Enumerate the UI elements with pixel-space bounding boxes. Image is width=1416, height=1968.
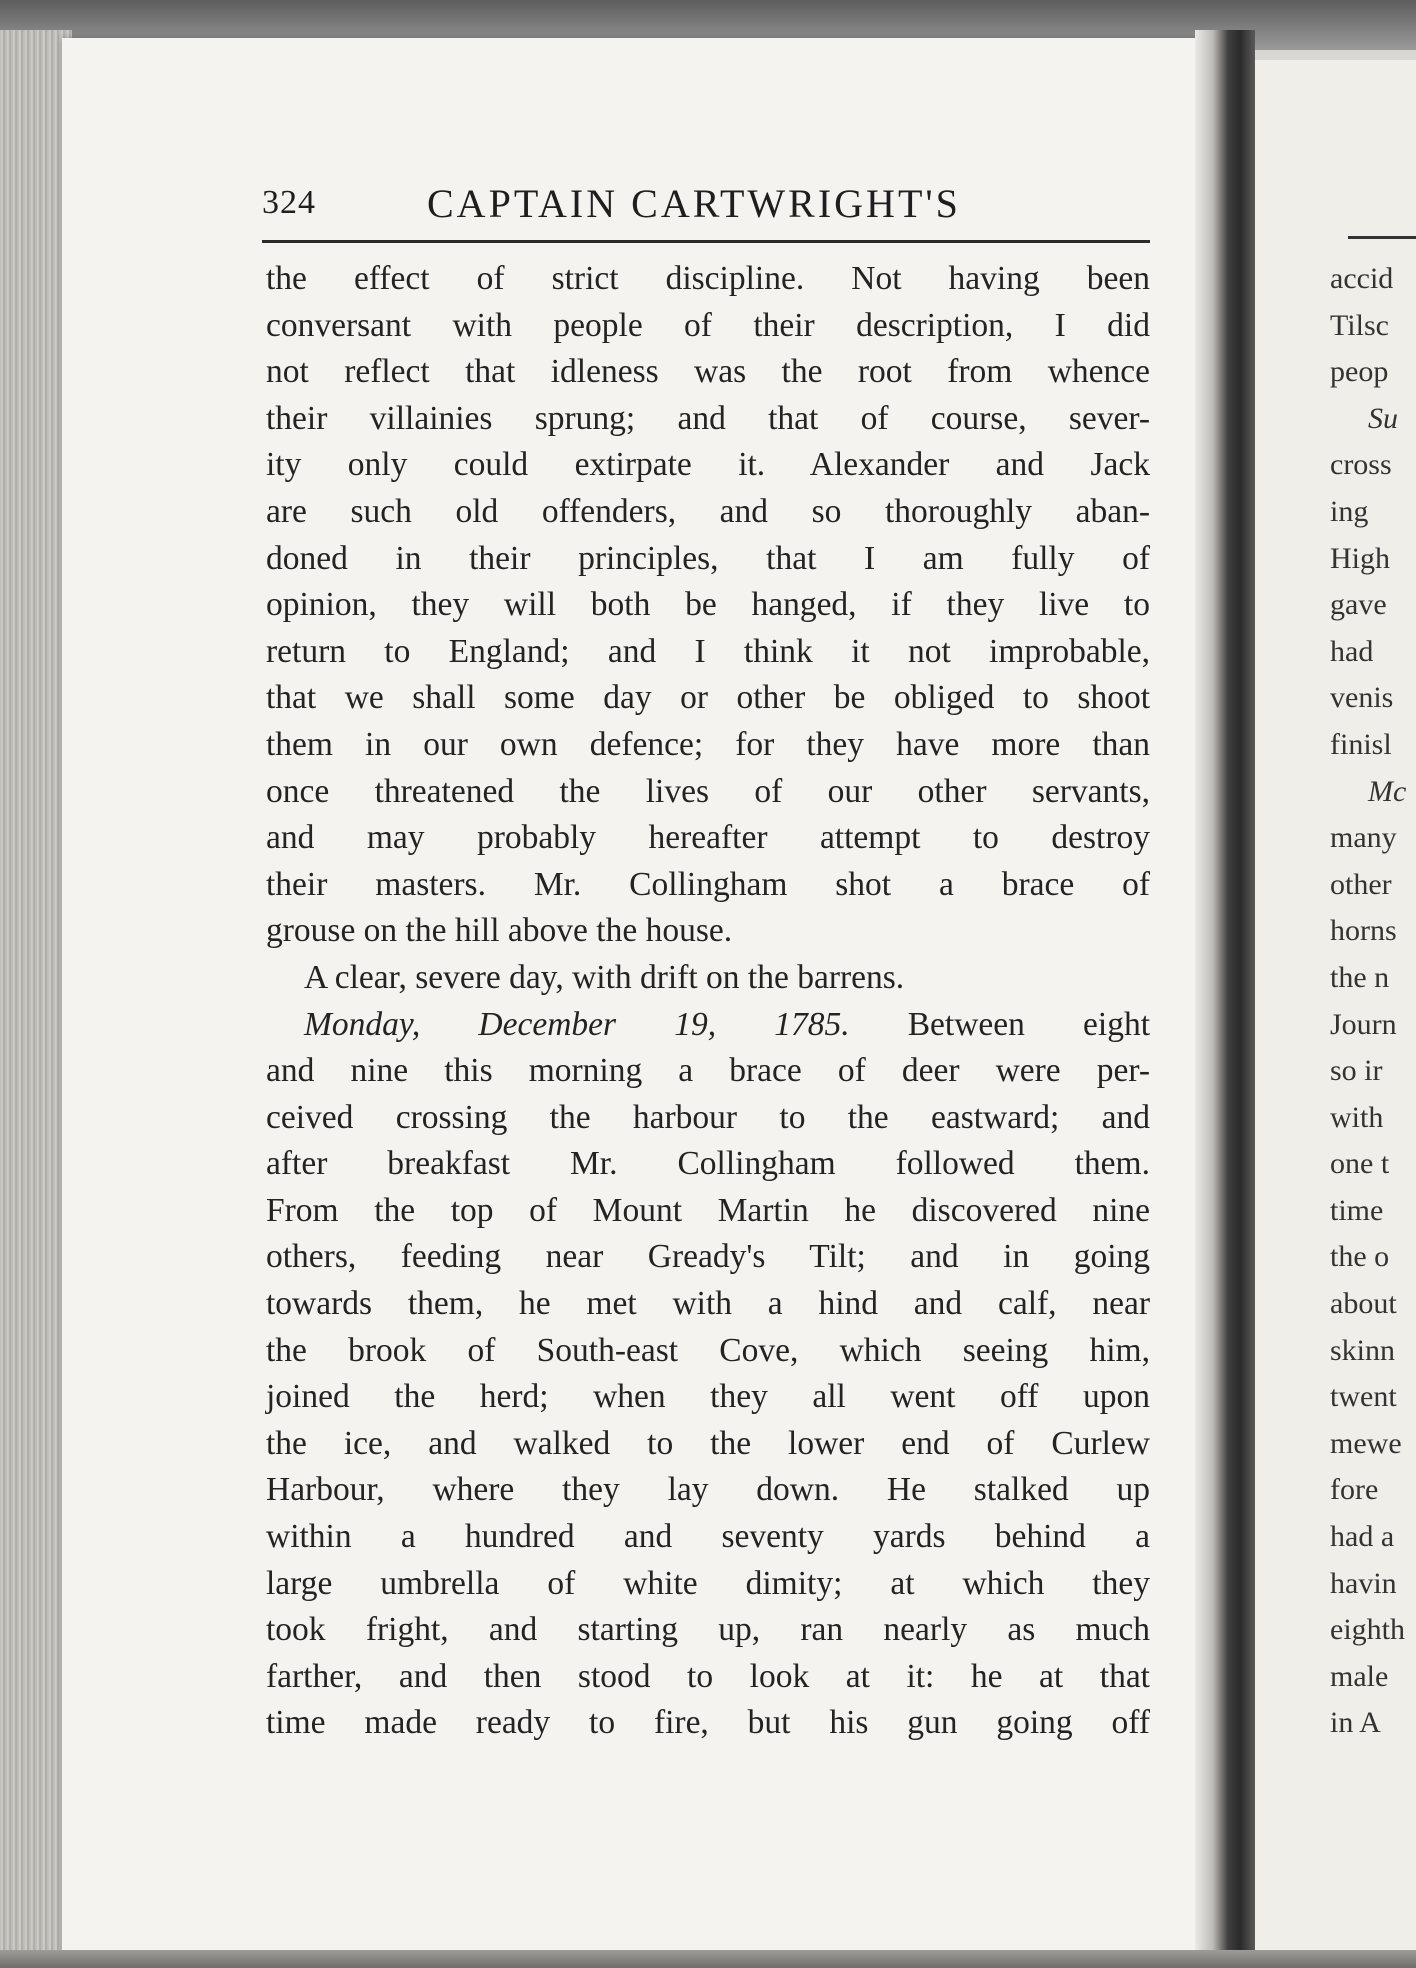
book-gutter — [1195, 30, 1255, 1968]
entry-first-line-text: Between eight — [849, 1005, 1151, 1043]
text-line: joined the herd; when they all went off upon — [266, 1378, 1150, 1416]
facing-line: peop — [1330, 355, 1389, 389]
entry-first-line — [266, 1002, 1150, 1049]
facing-line: about — [1330, 1287, 1397, 1321]
facing-line: ing — [1330, 494, 1369, 528]
text-line: ity only could extirpate it. Alexander and Jack — [266, 446, 1150, 484]
text-line: are such old offenders, and so thoroughly aban- — [266, 492, 1150, 530]
facing-line: cross — [1330, 448, 1392, 482]
text-line: within a hundred and seventy yards behind a — [266, 1518, 1150, 1556]
text-line: and may probably hereafter attempt to destroy — [266, 819, 1150, 857]
facing-line: fore — [1330, 1473, 1379, 1507]
facing-line: horns — [1330, 914, 1397, 948]
header-rule — [262, 240, 1150, 243]
text-line: them in our own defence; for they have more than — [266, 725, 1150, 763]
facing-line: one t — [1330, 1147, 1390, 1181]
facing-line: Su — [1368, 401, 1398, 435]
text-line: ceived crossing the harbour to the eastward; and — [266, 1098, 1150, 1136]
text-line: From the top of Mount Martin he discovered nine — [266, 1191, 1150, 1229]
facing-line: Mc — [1368, 774, 1407, 808]
facing-line: Tilsc — [1330, 308, 1389, 342]
text-line: others, feeding near Gready's Tilt; and in going — [266, 1238, 1150, 1276]
text-line: the effect of strict discipline. Not having been — [266, 260, 1150, 297]
facing-line: male — [1330, 1659, 1389, 1693]
text-line: grouse on the hill above the house. — [266, 912, 733, 950]
body-text — [266, 256, 1150, 1747]
facing-page-text — [1330, 256, 1416, 1747]
text-line: that we shall some day or other be obliged to shoot — [266, 679, 1150, 717]
text-line: not reflect that idleness was the root from whence — [266, 353, 1150, 391]
scanner-background-bottom — [0, 1950, 1416, 1968]
weather-note: A clear, severe day, with drift on the barrens. — [304, 958, 905, 996]
text-line: the ice, and walked to the lower end of Curlew — [266, 1424, 1150, 1462]
page-number: 324 — [262, 184, 316, 221]
facing-line: accid — [1330, 262, 1394, 295]
text-line: the brook of South-east Cove, which seeing him, — [266, 1331, 1150, 1369]
text-line: their villainies sprung; and that of course, sever- — [266, 399, 1150, 437]
text-line: Harbour, where they lay down. He stalked up — [266, 1471, 1150, 1509]
facing-line: in A — [1330, 1706, 1381, 1740]
text-line: large umbrella of white dimity; at which they — [266, 1564, 1150, 1602]
text-line: time made ready to fire, but his gun going off — [266, 1704, 1150, 1742]
entry-date: Monday, December 19, 1785. — [304, 1005, 850, 1043]
facing-line: havin — [1330, 1566, 1397, 1600]
text-line: conversant with people of their description, I did — [266, 306, 1150, 344]
text-line: opinion, they will both be hanged, if they live to — [266, 586, 1150, 624]
facing-line: eighth — [1330, 1613, 1405, 1647]
text-line: return to England; and I think it not improbable, — [266, 632, 1150, 670]
facing-line: the n — [1330, 960, 1390, 994]
facing-line: time — [1330, 1193, 1384, 1227]
running-head — [262, 172, 1150, 242]
text-line: and nine this morning a brace of deer were per- — [266, 1052, 1150, 1090]
facing-line: many — [1330, 821, 1397, 855]
text-line: towards them, he met with a hind and calf, near — [266, 1285, 1150, 1323]
text-line: their masters. Mr. Collingham shot a brace of — [266, 865, 1150, 903]
text-line: after breakfast Mr. Collingham followed them. — [266, 1145, 1150, 1183]
facing-line: mewe — [1330, 1426, 1402, 1460]
facing-line: other — [1330, 867, 1392, 901]
text-line: doned in their principles, that I am fully of — [266, 539, 1150, 577]
facing-header-rule — [1348, 236, 1416, 239]
facing-line: with — [1330, 1100, 1384, 1134]
running-title: CAPTAIN CARTWRIGHT'S — [427, 181, 961, 226]
facing-line: finisl — [1330, 727, 1392, 761]
facing-line: skinn — [1330, 1333, 1396, 1367]
facing-line: so ir — [1330, 1054, 1383, 1088]
facing-line: venis — [1330, 681, 1394, 715]
facing-line: the o — [1330, 1240, 1390, 1274]
facing-line: Journ — [1330, 1007, 1397, 1041]
facing-line: had — [1330, 634, 1374, 668]
text-line: took fright, and starting up, ran nearly as much — [266, 1611, 1150, 1649]
facing-line: twent — [1330, 1380, 1397, 1414]
facing-line: High — [1330, 541, 1390, 575]
facing-line: had a — [1330, 1520, 1395, 1554]
text-line: farther, and then stood to look at it: he at that — [266, 1657, 1150, 1695]
text-line: once threatened the lives of our other servants, — [266, 772, 1150, 810]
facing-line: gave — [1330, 588, 1387, 622]
